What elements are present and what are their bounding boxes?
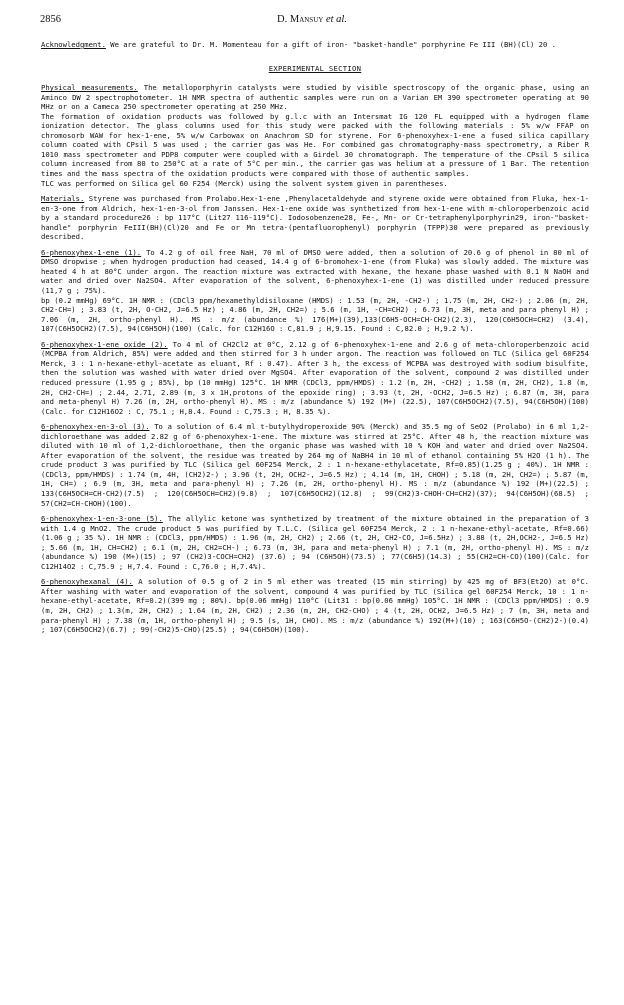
paragraph-heading: 6-phenoxyhex-1-ene (1). [41, 247, 142, 257]
paragraph-text: A solution of 0.5 g of 2 in 5 ml ether was treated (15 min stirring) by 425 mg of BF3(Et2O) at 0°C. After washing with water and evaporation of the solvent, compound 4 was purified by TLC (Silica gel 60F254 Merck, 10 : 1 n-hexane-ethyl-acetate, Rf=0.2)(399 mg ; 80%). bp(0.06 mmHg) 110°C (Lit31 : bp(0.06 mmHg) 105°C. 1H NMR : (CDCl3 ppm/HMDS) : 0.9 (m, 2H, CH2) ; 1.3(m, 2H, CH2) ; 1.64 (m, 2H, CH2) ; 2.36 (m, 2H, CH2-CHO) ; 4 (t, 2H, OCH2, J=6.5 Hz) ; 7 (m, 3H, meta and para-phenyl H) ; 7.38 (m, 1H, ortho-phenyl H) ; 9.5 (s, 1H, CHO). MS : m/z (abundance %) 192(M+)(10) ; 163(C6H5O-(CH2)2-)(0.4) ; 107(C6H5OCH2)(6.7) ; 99(-CH2)5-CHO)(25.5) ; 94(C6H5OH)(100). [41, 577, 589, 635]
paragraph-text: The allylic ketone was synthetized by treatment of the mixture obtained in the preparation of 3 with 1.4 g MnO2. The crude product 5 was purified by T.L.C. (Silica gel 60F254 Merck, 2 : 1 n-hexane-ethyl-acetate, Rf=0.66)(1.06 g ; 35 %). 1H NMR : (CDCl3, ppm/HMDS) : 1.96 (m, 2H, CH2) ; 2.66 (t, 2H, CH2-CO, J=6.5Hz) ; 3.88 (t, 2H,OCH2-, J=6.5 Hz) ; 5.66 (m, 1H, CH=CH2) ; 6.1 (m, 2H, CH2=CH-) ; 6.73 (m, 3H, para and meta-phenyl H) ; 7.1 (m, 2H, ortho-phenyl H). MS : m/z (abundance %) 190 (M+)(15) ; 97 (CH2)3-COCH=CH2) (37.6) ; 94 (C6H5OH)(73.5) ; 77(C6H5)(14.3) ; 55(CH2=CH-CO)(100)(Calc. for C12H14O2 : C,75.9 ; H,7.4. Found : C,76.0 ; H,7.4%). [41, 514, 589, 571]
page-number: 2856 [40, 14, 61, 25]
paragraph-compound-5 [41, 514, 589, 571]
paragraph-text: The metalloporphyrin catalysts were studied by visible spectroscopy of the organic phase, using an Aminco DW 2 spectrophotometer. 1H NMR spectra of authentic samples were run on a Varian EM 390 spectrometer operating at 90 MHz or on a Cameca 250 spectrometer operating at 250 MHz. The formation of oxidation products was followed by g.l.c with an Intersmat IG 120 FL equipped with a hydrogen flame ionization detector. The glass columns used for this study were packed with the following materials : 5% w/w FFAP on chromosorb WAW for hex-1-ene, 5% w/w Carbowax on Anachrom SD for styrene. For 6-phenoxyhex-1-ene a fused silica capillary column coated with CPsil 5 was used ; the carrier gas was He. For combined gas chromatography-mass spectrometry, a Riber R 1010 mass spectrometer and PDP8 computer were coupled with a Girdel 30 chromatograph. The temperature of the CPsil 5 silica column increased from 80 to 250°C at a rate of 5°C per min., the carrier gas was helium at a pressure of 1 Bar. The retention times and the mass spectra of the oxidation products were compared with those of authentic samples. TLC was performed on Silica gel 60 F254 (Merck) using the solvent system given in parentheses. [41, 83, 589, 188]
paragraph-text: Styrene was purchased from Prolabo.Hex-1-ene ,Phenylacetaldehyde and styrene oxide were obtained from Fluka, hex-1-en-3-one from Aldrich, hex-1-en-3-ol from Janssen. Hex-1-ene oxide was synthetized from hex-1-ene with m-chloroperbenzoic acid by a standard procedure26 : bp 117°C (Lit27 116-119°C). Iodosobenzene28, Fe-, Mn- or Cr-tetraphenylporphyrin29, iron-"basket-handle" porphyrin FeIII(BH)(Cl)20 and Fe or Mn tetra-(pentafluorophenyl) porphyrin (TFPP)30 were prepared as previously described. [41, 194, 589, 242]
running-title [40, 14, 584, 25]
acknowledgment-text: We are grateful to Dr. M. Momenteau for a gift of iron- "basket-handle" porphyrine Fe III (BH)(Cl) 20 . [105, 40, 556, 49]
section-title [41, 64, 589, 74]
author-name: D. Mansuy [277, 14, 324, 25]
et-al: et al. [323, 14, 347, 25]
paragraph-compound-3 [41, 422, 589, 508]
paragraph-heading: 6-phenoxyhex-1-en-3-one (5). [41, 514, 163, 524]
paragraph-text: To 4.2 g of oil free NaH, 70 ml of DMSO were added, then a solution of 20.6 g of phenol in 80 ml of DMSO dropwise ; when hydrogen production had ceased, 14.4 g of 6-bromohex-1-ene (from Fluka) was slowly added. The mixture was heated 4 h at 80°C under argon. The reaction mixture was extracted with hexane, the hexane phase washed with 0.1 N NaOH and water and dried over Na2SO4. After evaporation of the solvent, 6-phenoxyhex-1-ene (1) was distilled under reduced pressure (11,7 g ; 75%). bp (0.2 mmHg) 69°C. 1H NMR : (CDCl3 ppm/hexamethyldisiloxane (HMDS) : 1.53 (m, 2H, -CH2-) ; 1.75 (m, 2H, CH2-) ; 2.06 (m, 2H, CH2-CH=) ; 3.83 (t, 2H, O-CH2, J=6.5 Hz) ; 4.86 (m, 2H, CH2=) ; 5.6 (m, 1H, -CH=CH2) ; 6.73 (m, 3H, meta and para phenyl H) ; 7.06 (m, 2H, ortho-phenyl H). MS : m/z (abundance %) 176(M+)(39),133(C6H5-OCH=CH-CH2)(2.3), 120(C6H5OCH=CH2) (3.4), 107(C6H5OCH2)(7.5), 94(C6H5OH)(100) (Calc. for C12H16O : C,81.9 ; H,9.15. Found : C,82.0 ; H,9.2 %). [41, 247, 589, 334]
paragraph-heading: 6-phenoxyhexanal (4). [41, 577, 133, 587]
paragraph-heading: Physical measurements. [41, 83, 138, 93]
paragraph-heading: 6-phenoxyhex-1-ene oxide (2). [41, 339, 168, 349]
paragraph-compound-1 [41, 248, 589, 334]
acknowledgment-heading: Acknowledgment. [41, 40, 106, 49]
paragraph-materials [41, 194, 589, 242]
paragraph-heading: Materials. [41, 194, 85, 204]
paragraph-text: To 4 ml of CH2Cl2 at 0°C, 2.12 g of 6-phenoxyhex-1-ene and 2.6 g of meta-chloroperbenzoic acid (MCPBA from Aldrich, 85%) were added and then stirred for 3 h under argon. The reaction was followed on TLC (Silica gel 60F254 Merck, 3 : 1 n-hexane-ethyl-acetate as eluant, Rf : 0.47). After 3 h, the excess of MCPBA was destroyed with sodium bisulfite, then the solution was washed with water dried over MgSO4. After evaporation of the solvent, compound 2 was distilled under reduced pressure (1.95 g ; 85%), bp (10 mmHg) 125°C. 1H NMR (CDCl3, ppm/HMDS) : 1.2 (m, 2H, -CH2) ; 1.58 (m, 2H, CH2), 1.8 (m, 2H, CH2-CH=) ; 2.44, 2.71, 2.89 (m, 3 x 1H,protons of the epoxide ring) ; 3.93 (t, 2H, -OCH2, J=6.5 Hz) ; 6.87 (m, 3H, para and meta-phenyl H) 7.26 (m, 2H, ortho-phenyl H). MS : m/z (abundance %) 192 (M+) (22.5), 107(C6H5OCH2)(7.5), 94(C6H5OH)(100)(Calc. for C12H16O2 : C, 75.1 ; H,8.4. Found : C,75.3 ; H, 8.35 %). [41, 339, 589, 416]
paragraph-compound-2 [41, 340, 589, 416]
paragraph-text: To a solution of 6.4 ml t-butylhydroperoxide 90% (Merck) and 35.5 mg of SeO2 (Prolabo) in 6 ml 1,2-dichloroethane was added 2.82 g of 6-phenoxyhex-1-ene. The mixture was stirred at 25°C. After 48 h, the reaction mixture was diluted with 10 ml of 1,2-dichloroethane, then the organic phase was washed with 10 % KOH and water and dried over Na2SO4. After evaporation of the solvent, the residue was treated by 264 mg of NaBH4 in 10 ml of ethanol containing 5% H2O (1 h). The crude product 3 was purified by TLC (Silica gel 60F254 Merck, 2 : 1 n-hexane-ethylacetate, Rf=0.85)(1.25 g ; 40%). 1H NMR : (CDCl3, ppm/HMDS) : 1.74 (m, 4H, (CH2)2-) ; 3.96 (t, 2H, OCH2-, J=6.5 Hz) ; 4.14 (m, 1H, CHOH) ; 5.18 (m, 2H, CH2=) ; 5.87 (m, 1H, CH=) ; 6.9 (m, 3H, meta and para-phenyl H) ; 7.26 (m, 2H, ortho-phenyl H). MS : m/z (abundance %) 192 (M+)(22.5) ; 133(C6H5OCH=CH-CH2)(7.5) ; 120(C6H5OCH=CH2)(9.8) ; 107(C6H5OCH2)(12.8) ; 99(CH2)3-CHOH-CH=CH2)(37); 94(C6H5OH)(68.5) ; 57(CH2=CH-CHOH)(100). [41, 422, 589, 508]
paragraph-compound-4 [41, 577, 589, 634]
paragraph-physical-measurements [41, 83, 589, 188]
acknowledgment-paragraph [41, 40, 589, 50]
running-header [40, 14, 584, 28]
article-body [41, 40, 589, 641]
section-title-text: EXPERIMENTAL SECTION [268, 63, 362, 73]
paragraph-heading: 6-phenoxyhex-en-3-ol (3). [41, 422, 150, 432]
